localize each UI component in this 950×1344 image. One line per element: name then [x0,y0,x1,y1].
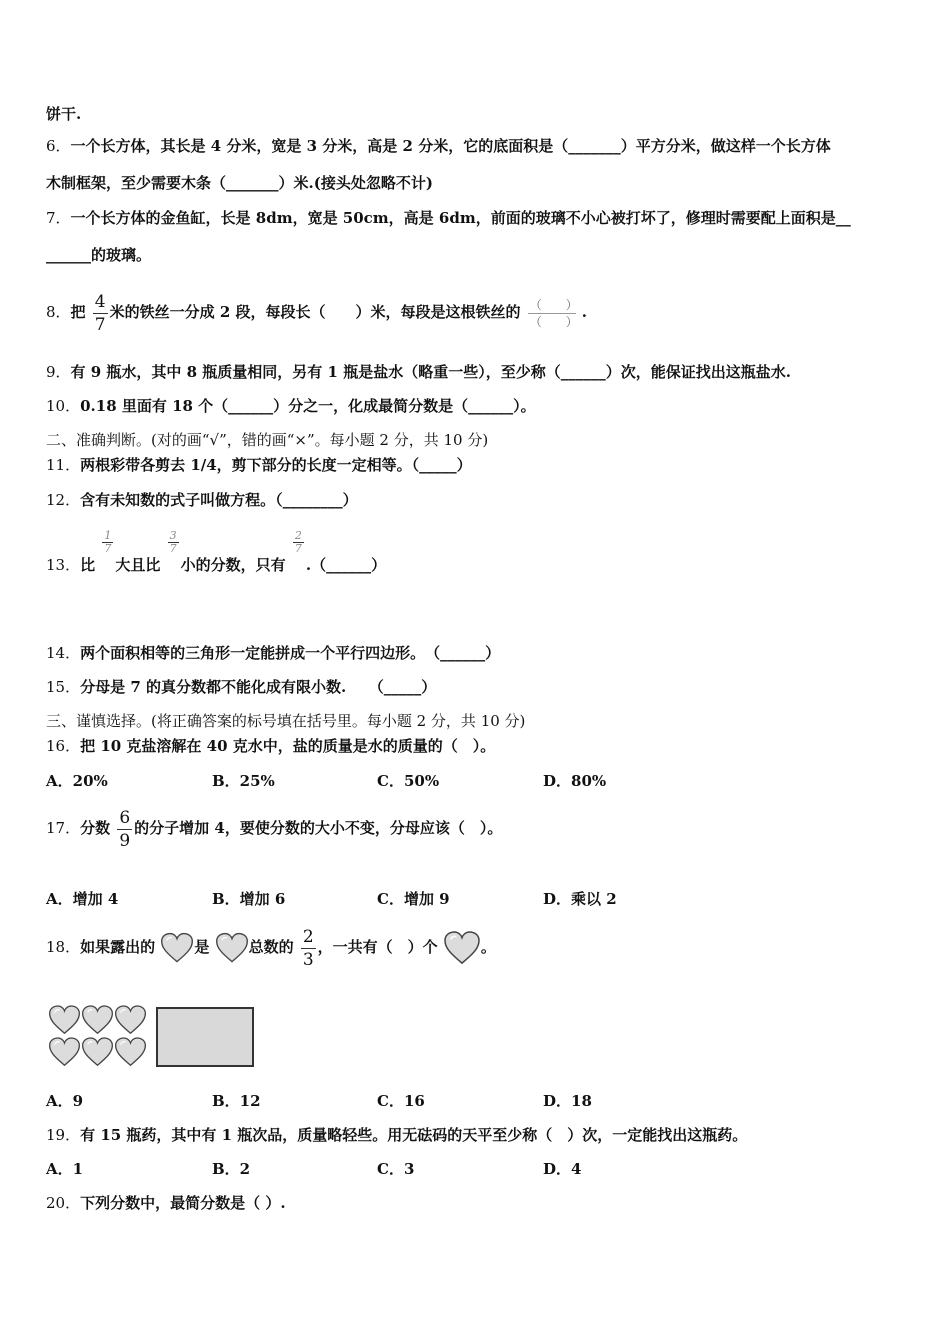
q18-option-c[interactable]: C．16 [377,1092,425,1110]
q18: 18．如果露出的 是 总数的 $\frac{2}{3}$ ，一共有（ ）个 。 [46,926,496,970]
hearts-figure [48,1005,148,1073]
q7-line2: ______的玻璃。 [46,246,152,264]
q17: 17．分数 $\frac{6}{9}$ 的分子增加 4，要使分数的大小不变，分母应该（ ）。 [46,807,503,851]
covered-box [156,1007,254,1067]
q15: 15．分母是 7 的真分数都不能化成有限小数. （_____） [46,678,437,696]
q13: 13．比 $\frac{1}{7}$ 大且比 $\frac{3}{7}$ 小的分数，只有 $\frac{2}{7}$ .（______） [46,529,387,574]
q18-option-a[interactable]: A．9 [46,1092,84,1110]
q13-frac-3-7: $\frac{3}{7}$ [169,529,177,555]
q13-frac-1-7: $\frac{1}{7}$ [104,529,112,555]
q17-option-b[interactable]: B．增加 6 [212,890,286,908]
q13-frac-2-7: $\frac{2}{7}$ [294,529,302,555]
q19-option-c[interactable]: C．3 [377,1160,415,1178]
q18-option-b[interactable]: B．12 [212,1092,261,1110]
q20: 20．下列分数中，最简分数是（ ）. [46,1194,286,1212]
q7-line1: 7．一个长方体的金鱼缸，长是 8dm，宽是 50cm，高是 6dm，前面的玻璃不小心被打坏了，修理时需要配上面积是__ [46,209,851,227]
q8: 8．把 $\frac{4}{7}$ 米的铁丝一分成 2 段，每段长（ ）米，每段是这根铁丝的 $\frac{( )}{( )}$ . [46,291,587,335]
heart-icon [160,932,194,964]
heart-icon [443,931,481,965]
q16-option-b[interactable]: B．25% [212,772,275,790]
fragment-text: 饼干. [46,105,82,123]
q17-option-a[interactable]: A．增加 4 [46,890,119,908]
q19-option-b[interactable]: B．2 [212,1160,251,1178]
q16-option-a[interactable]: A．20% [46,772,108,790]
q17-fraction: $\frac{6}{9}$ [119,807,131,851]
q19-option-d[interactable]: D．4 [543,1160,582,1178]
section-3-heading: 三、谨慎选择。(将正确答案的标号填在括号里。每小题 2 分，共 10 分) [46,712,526,730]
q6-line1: 6．一个长方体，其长是 4 分米，宽是 3 分米，高是 2 分米，它的底面积是（_______）平方分米，做这样一个长方体 [46,137,831,155]
q8-blank-fraction: $\frac{( )}{( )}$ [529,297,578,329]
section-2-heading: 二、准确判断。(对的画“√”，错的画“×”。每小题 2 分，共 10 分) [46,431,489,449]
q16: 16．把 10 克盐溶解在 40 克水中，盐的质量是水的质量的（ ）。 [46,737,496,755]
q17-option-d[interactable]: D．乘以 2 [543,890,617,908]
q18-fraction: $\frac{2}{3}$ [302,926,314,970]
q16-option-d[interactable]: D．80% [543,772,607,790]
visible-hearts-image [48,1005,148,1069]
q9: 9．有 9 瓶水，其中 8 瓶质量相同，另有 1 瓶是盐水（略重一些），至少称（______）次，能保证找出这瓶盐水. [46,363,791,381]
q11: 11．两根彩带各剪去 1/4，剪下部分的长度一定相等。（_____） [46,456,472,474]
q6-line2: 木制框架，至少需要木条（_______）米.(接头处忽略不计) [46,174,433,192]
q12: 12．含有未知数的式子叫做方程。（________） [46,491,358,509]
q14: 14．两个面积相等的三角形一定能拼成一个平行四边形。 （______） [46,644,501,662]
q18-option-d[interactable]: D．18 [543,1092,592,1110]
q19: 19．有 15 瓶药，其中有 1 瓶次品，质量略轻些。用无砝码的天平至少称（ ）次，一定能找出这瓶药。 [46,1126,748,1144]
q10: 10．0.18 里面有 18 个（______）分之一，化成最简分数是（______）。 [46,397,536,415]
q8-fraction: $\frac{4}{7}$ [94,291,106,335]
q17-option-c[interactable]: C．增加 9 [377,890,450,908]
q19-option-a[interactable]: A．1 [46,1160,84,1178]
q16-option-c[interactable]: C．50% [377,772,440,790]
heart-icon [215,932,249,964]
